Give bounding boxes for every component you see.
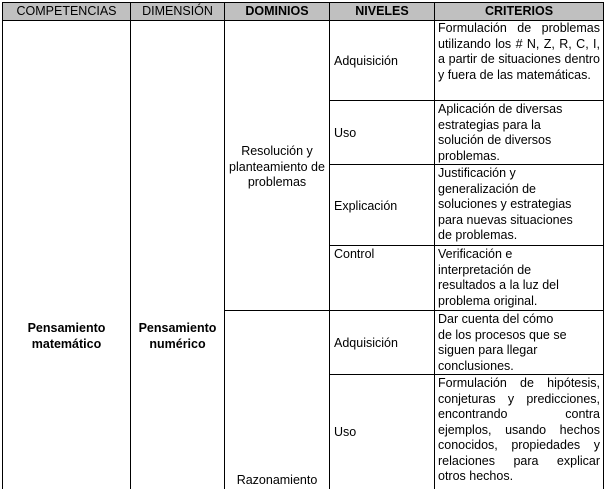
- nivel-uso-2: Uso: [334, 425, 357, 439]
- nivel-explicacion-1: Explicación: [334, 199, 398, 213]
- criterio-adquisicion-2: Dar cuenta del cómo de los procesos que se siguen para llegar conclusiones.: [438, 312, 567, 373]
- criterio-uso-1: Aplicación de diversas estrategias para la solución de diversos problemas.: [438, 102, 563, 163]
- row-line-1: [329, 100, 604, 101]
- dimension-value: Pensamiento numérico: [138, 321, 217, 351]
- header-dominios: DOMINIOS: [225, 3, 329, 20]
- criterio-explicacion-1: Justificación y generalización de soluciones y estrategias para nuevas situaciones de problemas.: [438, 166, 573, 242]
- nivel-control-1: Control: [334, 247, 375, 261]
- row-line-2: [329, 164, 604, 165]
- nivel-uso-1: Uso: [334, 126, 357, 140]
- dominio-resolucion: Resolución y planteamiento de problemas: [229, 144, 325, 189]
- nivel-adquisicion-1: Adquisición: [334, 54, 398, 68]
- header-dimension: DIMENSIÓN: [131, 3, 224, 20]
- criterio-uso-2: Formulación de hipótesis, conjeturas y predicciones, encontrando contra ejemplos, usando hechos conocidos, propiedades y relaciones para explicar otros hechos.: [438, 376, 600, 483]
- row-line-3: [329, 245, 604, 246]
- header-competencias: COMPETENCIAS: [3, 3, 130, 20]
- col-divider-2: [224, 2, 225, 489]
- competencia-value: Pensamiento matemático: [27, 321, 106, 351]
- criterio-control-1: Verificación e interpretación de resultados a la luz del problema original.: [438, 247, 559, 308]
- border-left: [2, 2, 3, 489]
- col-divider-1: [130, 2, 131, 489]
- nivel-adquisicion-2: Adquisición: [334, 336, 398, 350]
- row-line-5: [329, 374, 604, 375]
- border-top: [2, 2, 604, 3]
- row-line-4: [224, 310, 604, 311]
- criterio-adquisicion-1: Formulación de problemas utilizando los # N, Z, R, C, I, a partir de situaciones dentro y fuera de las matemáticas.: [438, 21, 600, 82]
- dominio-razonamiento: Razonamiento: [236, 473, 318, 487]
- header-niveles: NIVELES: [330, 3, 434, 20]
- header-criterios: CRITERIOS: [435, 3, 603, 20]
